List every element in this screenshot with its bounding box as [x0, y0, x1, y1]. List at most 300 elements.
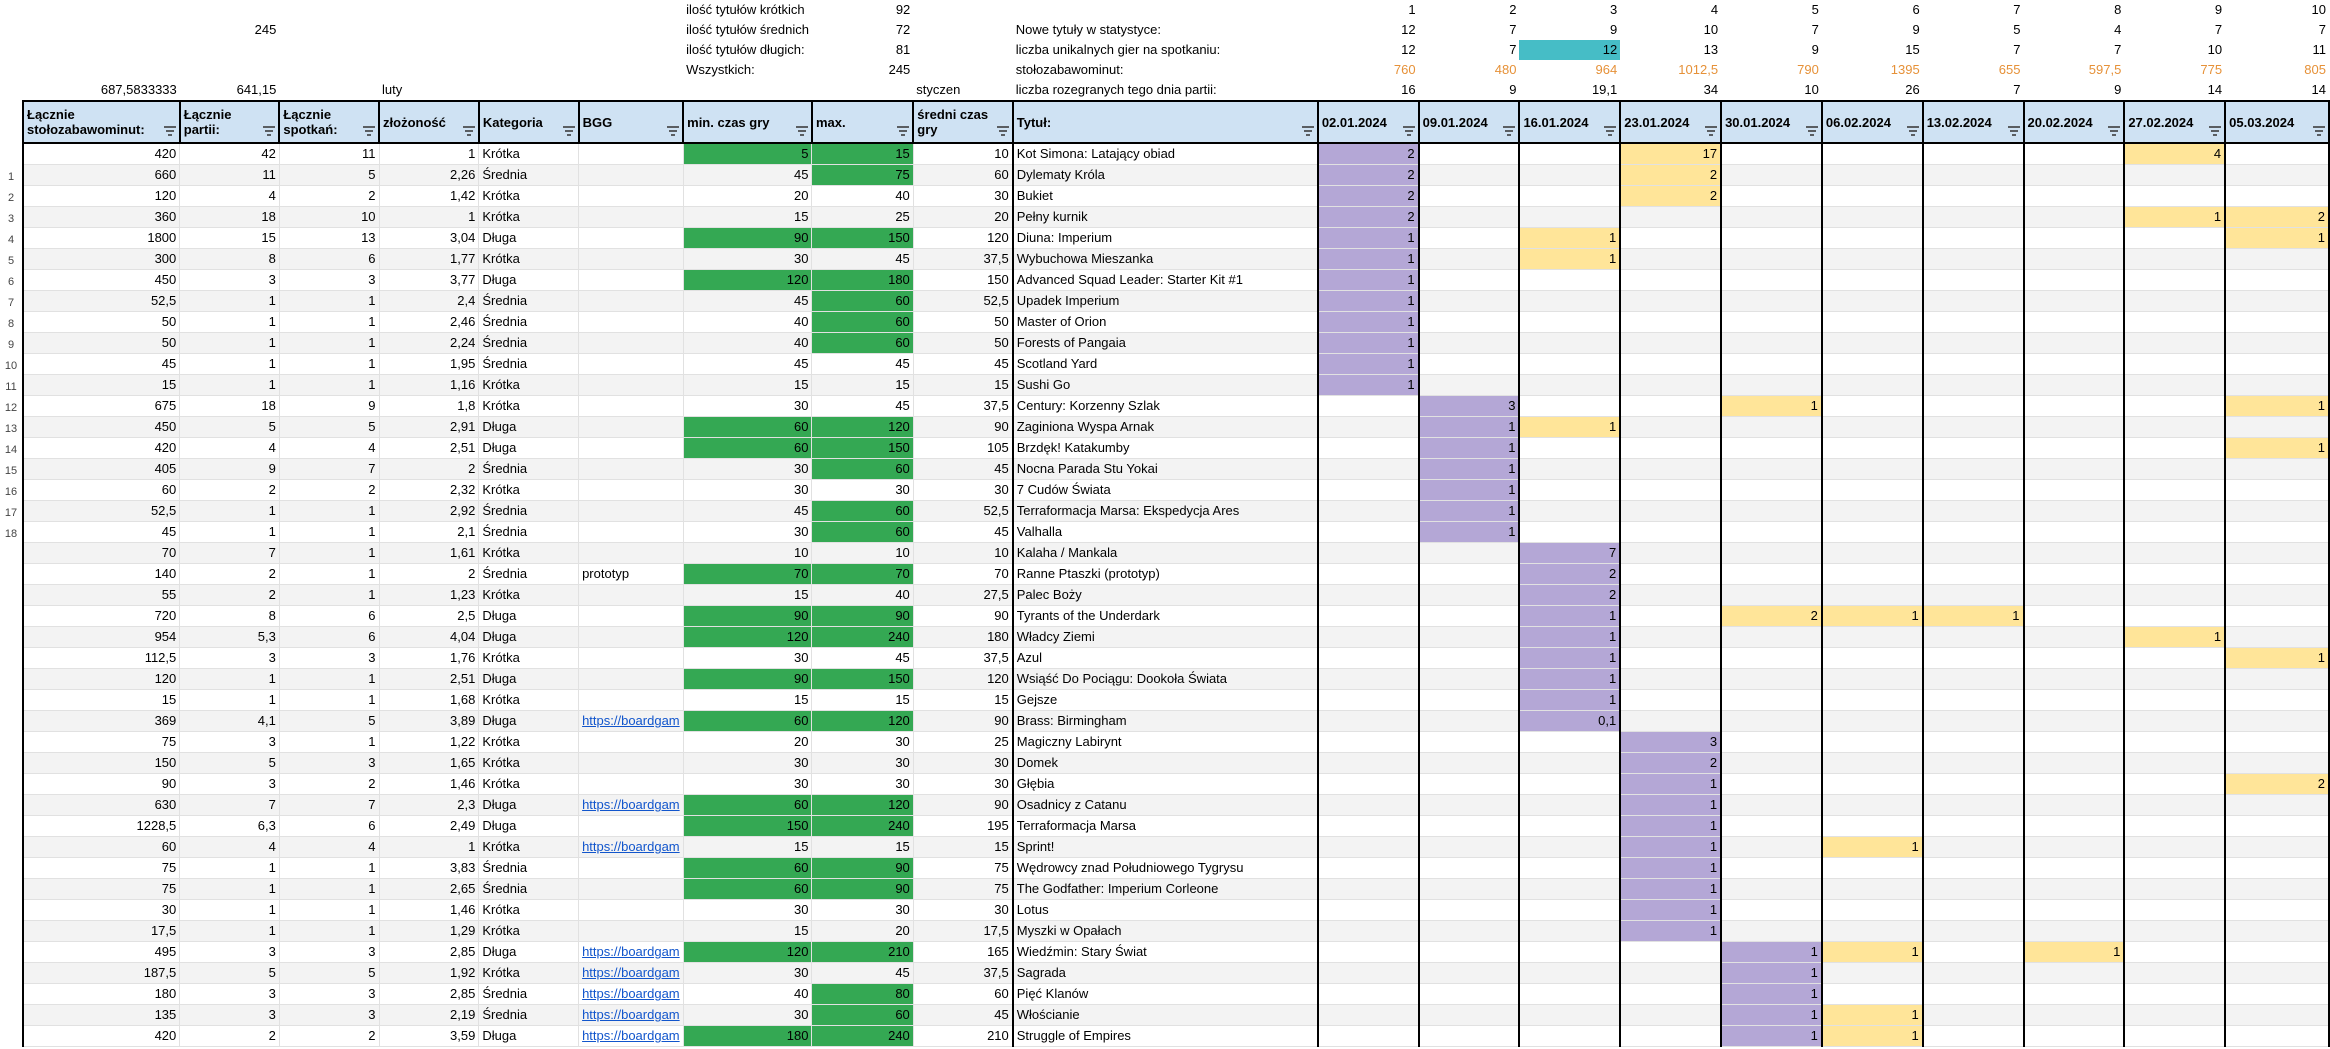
- bgg-link-cell[interactable]: https://boardgam: [579, 1005, 684, 1026]
- cell[interactable]: [2225, 795, 2329, 816]
- game-title-cell[interactable]: Wsiąść Do Pociągu: Dookoła Świata: [1013, 669, 1318, 690]
- game-title-cell[interactable]: Struggle of Empires: [1013, 1026, 1318, 1047]
- cell[interactable]: 6: [279, 249, 379, 270]
- bgg-link-cell[interactable]: [579, 774, 684, 795]
- cell[interactable]: 2: [279, 1026, 379, 1047]
- cell[interactable]: [2225, 312, 2329, 333]
- cell[interactable]: [1519, 1026, 1620, 1047]
- summary-value-cell[interactable]: 10: [2207, 42, 2223, 57]
- cell[interactable]: [1923, 942, 2024, 963]
- cell[interactable]: [1620, 501, 1721, 522]
- cell[interactable]: 75: [913, 879, 1012, 900]
- cell[interactable]: [2024, 921, 2125, 942]
- cell[interactable]: 3,77: [379, 270, 479, 291]
- cell[interactable]: 75: [913, 858, 1012, 879]
- column-header[interactable]: [180, 101, 280, 143]
- cell[interactable]: [1923, 438, 2024, 459]
- cell[interactable]: 2,26: [379, 165, 479, 186]
- cell[interactable]: 630: [23, 795, 180, 816]
- cell[interactable]: 18: [180, 207, 280, 228]
- summary-value-cell[interactable]: 10: [2311, 2, 2326, 17]
- cell[interactable]: 7: [180, 795, 280, 816]
- cell[interactable]: 50: [913, 312, 1012, 333]
- cell[interactable]: [1923, 186, 2024, 207]
- cell[interactable]: [1519, 753, 1620, 774]
- summary-value-cell[interactable]: 4: [2114, 22, 2122, 37]
- cell[interactable]: 1,8: [379, 396, 479, 417]
- cell[interactable]: 2,92: [379, 501, 479, 522]
- cell[interactable]: 2: [279, 774, 379, 795]
- cell[interactable]: 1: [1620, 774, 1721, 795]
- cell[interactable]: [1721, 501, 1822, 522]
- cell[interactable]: 1: [1519, 648, 1620, 669]
- cell[interactable]: [2225, 501, 2329, 522]
- cell[interactable]: 2,24: [379, 333, 479, 354]
- cell[interactable]: [2124, 690, 2225, 711]
- cell[interactable]: 50: [23, 312, 180, 333]
- cell[interactable]: Krótka: [479, 249, 579, 270]
- cell[interactable]: [1620, 522, 1721, 543]
- cell[interactable]: 20: [913, 207, 1012, 228]
- cell[interactable]: [1519, 501, 1620, 522]
- cell[interactable]: [2225, 711, 2329, 732]
- cell[interactable]: 15: [683, 207, 812, 228]
- cell[interactable]: 1: [279, 732, 379, 753]
- cell[interactable]: [2124, 648, 2225, 669]
- column-header[interactable]: [812, 101, 913, 143]
- cell[interactable]: 90: [913, 417, 1012, 438]
- cell[interactable]: 1: [279, 690, 379, 711]
- cell[interactable]: 105: [913, 438, 1012, 459]
- cell[interactable]: [2124, 522, 2225, 543]
- cell[interactable]: 2,46: [379, 312, 479, 333]
- cell[interactable]: 1: [1822, 606, 1923, 627]
- cell[interactable]: 60: [683, 711, 812, 732]
- filter-icon[interactable]: [997, 126, 1009, 136]
- cell[interactable]: 1,76: [379, 648, 479, 669]
- cell[interactable]: 15: [913, 375, 1012, 396]
- cell[interactable]: 1: [1721, 396, 1822, 417]
- cell[interactable]: [2024, 648, 2125, 669]
- cell[interactable]: [1923, 501, 2024, 522]
- bgg-link-cell[interactable]: [579, 291, 684, 312]
- cell[interactable]: [1419, 900, 1520, 921]
- cell[interactable]: [1419, 312, 1520, 333]
- bgg-link-cell[interactable]: [579, 312, 684, 333]
- summary-value-cell[interactable]: 14: [2207, 82, 2223, 97]
- cell[interactable]: [1721, 858, 1822, 879]
- cell[interactable]: [1620, 1005, 1721, 1026]
- cell[interactable]: 30: [683, 648, 812, 669]
- cell[interactable]: 369: [23, 711, 180, 732]
- cell[interactable]: [2124, 228, 2225, 249]
- cell[interactable]: 60: [683, 417, 812, 438]
- cell[interactable]: 5: [180, 417, 280, 438]
- filter-icon[interactable]: [563, 126, 575, 136]
- cell[interactable]: [1822, 963, 1923, 984]
- summary-value-cell[interactable]: 1012,5: [1678, 62, 1719, 77]
- cell[interactable]: [1923, 249, 2024, 270]
- cell[interactable]: 1: [1721, 984, 1822, 1005]
- cell[interactable]: [1822, 396, 1923, 417]
- cell[interactable]: [1822, 186, 1923, 207]
- bgg-link-cell[interactable]: https://boardgam: [579, 984, 684, 1005]
- cell[interactable]: 405: [23, 459, 180, 480]
- cell[interactable]: 3: [279, 648, 379, 669]
- summary-value-cell[interactable]: 12: [1519, 40, 1620, 60]
- cell[interactable]: [1923, 732, 2024, 753]
- cell[interactable]: [1318, 816, 1419, 837]
- row-number[interactable]: 7: [7, 297, 15, 309]
- cell[interactable]: 75: [23, 879, 180, 900]
- bgg-link-cell[interactable]: [579, 858, 684, 879]
- game-title-cell[interactable]: Bukiet: [1013, 186, 1318, 207]
- cell[interactable]: 13: [279, 228, 379, 249]
- row-number[interactable]: 13: [4, 423, 18, 435]
- cell[interactable]: 1: [1419, 438, 1520, 459]
- summary-value-cell[interactable]: 9: [1509, 82, 1517, 97]
- cell[interactable]: 1: [1721, 942, 1822, 963]
- cell[interactable]: [1923, 984, 2024, 1005]
- summary-value-cell[interactable]: 34: [1703, 82, 1719, 97]
- column-header[interactable]: [479, 101, 579, 143]
- summary-value-cell[interactable]: 7: [2013, 2, 2021, 17]
- cell[interactable]: 1: [180, 669, 280, 690]
- cell[interactable]: [1318, 795, 1419, 816]
- cell[interactable]: 1,46: [379, 900, 479, 921]
- cell[interactable]: 5: [180, 963, 280, 984]
- cell[interactable]: 75: [812, 165, 913, 186]
- cell[interactable]: 1: [1318, 228, 1419, 249]
- cell[interactable]: 2,1: [379, 522, 479, 543]
- cell[interactable]: [2124, 732, 2225, 753]
- cell[interactable]: 70: [812, 564, 913, 585]
- game-title-cell[interactable]: Terraformacja Marsa: Ekspedycja Ares: [1013, 501, 1318, 522]
- cell[interactable]: 1: [1519, 669, 1620, 690]
- row-number[interactable]: 11: [5, 381, 17, 393]
- cell[interactable]: 3: [279, 1005, 379, 1026]
- cell[interactable]: 15: [23, 690, 180, 711]
- cell[interactable]: [2024, 816, 2125, 837]
- cell[interactable]: [1721, 753, 1822, 774]
- summary-value-cell[interactable]: 5: [1811, 2, 1819, 17]
- cell[interactable]: [1620, 1026, 1721, 1047]
- cell[interactable]: [1923, 543, 2024, 564]
- cell[interactable]: 4: [279, 438, 379, 459]
- cell[interactable]: [2124, 900, 2225, 921]
- cell[interactable]: [2124, 1026, 2225, 1047]
- cell[interactable]: 7: [1519, 543, 1620, 564]
- cell[interactable]: [1822, 228, 1923, 249]
- cell[interactable]: [1721, 522, 1822, 543]
- filter-icon[interactable]: [1403, 126, 1415, 136]
- cell[interactable]: 1: [2225, 396, 2329, 417]
- cell[interactable]: [1419, 753, 1520, 774]
- summary-value-cell[interactable]: 12: [1401, 22, 1416, 37]
- cell[interactable]: 2,5: [379, 606, 479, 627]
- cell[interactable]: Średnia: [479, 1005, 579, 1026]
- cell[interactable]: 1,95: [379, 354, 479, 375]
- cell[interactable]: 55: [23, 585, 180, 606]
- cell[interactable]: 10: [913, 543, 1012, 564]
- cell[interactable]: 60: [683, 795, 812, 816]
- cell[interactable]: [1923, 816, 2024, 837]
- cell[interactable]: [1822, 795, 1923, 816]
- cell[interactable]: [1419, 858, 1520, 879]
- cell[interactable]: [2024, 143, 2125, 165]
- cell[interactable]: 30: [913, 186, 1012, 207]
- cell[interactable]: [1620, 669, 1721, 690]
- filter-icon[interactable]: [463, 126, 475, 136]
- cell[interactable]: [2024, 312, 2125, 333]
- cell[interactable]: Średnia: [479, 354, 579, 375]
- cell[interactable]: [1419, 375, 1520, 396]
- summary-value-cell[interactable]: 10: [1804, 82, 1819, 97]
- cell[interactable]: 1: [1822, 1026, 1923, 1047]
- cell[interactable]: [1721, 417, 1822, 438]
- cell[interactable]: 3: [279, 984, 379, 1005]
- cell[interactable]: 2,51: [379, 438, 479, 459]
- cell[interactable]: [1822, 816, 1923, 837]
- cell[interactable]: [2124, 375, 2225, 396]
- cell[interactable]: 7: [180, 543, 280, 564]
- bgg-link-cell[interactable]: [579, 249, 684, 270]
- game-title-cell[interactable]: Terraformacja Marsa: [1013, 816, 1318, 837]
- cell[interactable]: 70: [913, 564, 1012, 585]
- cell[interactable]: 30: [812, 774, 913, 795]
- cell[interactable]: [1318, 984, 1419, 1005]
- cell[interactable]: [2024, 606, 2125, 627]
- cell[interactable]: 2: [180, 480, 280, 501]
- bgg-link-cell[interactable]: [579, 900, 684, 921]
- cell[interactable]: 1,29: [379, 921, 479, 942]
- cell[interactable]: 90: [812, 606, 913, 627]
- cell[interactable]: [1519, 1005, 1620, 1026]
- cell[interactable]: 0,1: [1519, 711, 1620, 732]
- cell[interactable]: [1419, 921, 1520, 942]
- cell[interactable]: 1: [1419, 522, 1520, 543]
- cell[interactable]: [1923, 375, 2024, 396]
- cell[interactable]: Krótka: [479, 732, 579, 753]
- column-header[interactable]: [23, 101, 180, 143]
- bgg-link-cell[interactable]: [579, 207, 684, 228]
- cell[interactable]: Długa: [479, 606, 579, 627]
- cell[interactable]: Średnia: [479, 564, 579, 585]
- column-header[interactable]: [683, 101, 812, 143]
- cell[interactable]: 11: [180, 165, 280, 186]
- column-header[interactable]: [579, 101, 684, 143]
- cell[interactable]: [2024, 291, 2125, 312]
- game-title-cell[interactable]: Myszki w Opałach: [1013, 921, 1318, 942]
- cell[interactable]: 45: [812, 249, 913, 270]
- cell[interactable]: 1: [1519, 417, 1620, 438]
- cell[interactable]: [1822, 585, 1923, 606]
- cell[interactable]: [2225, 690, 2329, 711]
- game-title-cell[interactable]: Scotland Yard: [1013, 354, 1318, 375]
- summary-value-cell[interactable]: 7: [1509, 42, 1517, 57]
- bgg-link-cell[interactable]: https://boardgam: [579, 837, 684, 858]
- summary-value-cell[interactable]: 3: [1610, 2, 1618, 17]
- cell[interactable]: [2124, 1005, 2225, 1026]
- cell[interactable]: [1721, 627, 1822, 648]
- summary-value-cell[interactable]: 597,5: [2088, 62, 2122, 77]
- cell[interactable]: 37,5: [913, 648, 1012, 669]
- cell[interactable]: [2225, 1026, 2329, 1047]
- summary-value-cell[interactable]: 9: [1811, 42, 1819, 57]
- cell[interactable]: [1419, 963, 1520, 984]
- cell[interactable]: [1318, 669, 1419, 690]
- cell[interactable]: 40: [812, 585, 913, 606]
- cell[interactable]: [1318, 900, 1419, 921]
- row-number[interactable]: 8: [7, 318, 15, 330]
- cell[interactable]: 5: [279, 417, 379, 438]
- cell[interactable]: [1721, 228, 1822, 249]
- cell[interactable]: 150: [812, 438, 913, 459]
- cell[interactable]: 60: [812, 1005, 913, 1026]
- cell[interactable]: 20: [683, 186, 812, 207]
- cell[interactable]: [2024, 711, 2125, 732]
- cell[interactable]: [1822, 354, 1923, 375]
- cell[interactable]: 2,85: [379, 984, 479, 1005]
- cell[interactable]: 30: [683, 249, 812, 270]
- row-number[interactable]: 3: [7, 213, 15, 225]
- row-number[interactable]: 16: [4, 486, 18, 498]
- cell[interactable]: [1721, 900, 1822, 921]
- cell[interactable]: 60: [23, 480, 180, 501]
- cell[interactable]: Krótka: [479, 585, 579, 606]
- column-header[interactable]: [1519, 101, 1620, 143]
- cell[interactable]: 40: [683, 984, 812, 1005]
- cell[interactable]: [2124, 438, 2225, 459]
- cell[interactable]: [2024, 228, 2125, 249]
- cell[interactable]: 1: [180, 879, 280, 900]
- cell[interactable]: [2024, 501, 2125, 522]
- cell[interactable]: 3: [180, 732, 280, 753]
- cell[interactable]: 50: [23, 333, 180, 354]
- cell[interactable]: 3: [279, 753, 379, 774]
- cell[interactable]: [1318, 648, 1419, 669]
- cell[interactable]: Średnia: [479, 312, 579, 333]
- cell[interactable]: [1923, 417, 2024, 438]
- cell[interactable]: 45: [683, 354, 812, 375]
- cell[interactable]: Średnia: [479, 165, 579, 186]
- cell[interactable]: 30: [683, 459, 812, 480]
- cell[interactable]: 1: [1519, 690, 1620, 711]
- game-title-cell[interactable]: Diuna: Imperium: [1013, 228, 1318, 249]
- summary-value-cell[interactable]: 7: [1509, 22, 1517, 37]
- cell[interactable]: 2: [1318, 143, 1419, 165]
- cell[interactable]: [1822, 333, 1923, 354]
- cell[interactable]: 30: [812, 900, 913, 921]
- cell[interactable]: [1318, 501, 1419, 522]
- cell[interactable]: [1519, 732, 1620, 753]
- cell[interactable]: 1800: [23, 228, 180, 249]
- cell[interactable]: 90: [812, 858, 913, 879]
- cell[interactable]: 90: [812, 879, 913, 900]
- cell[interactable]: 6: [279, 606, 379, 627]
- cell[interactable]: [1419, 711, 1520, 732]
- cell[interactable]: 1: [1519, 627, 1620, 648]
- game-title-cell[interactable]: Kot Simona: Latający obiad: [1013, 143, 1318, 165]
- cell[interactable]: 4: [180, 837, 280, 858]
- cell[interactable]: 3: [1620, 732, 1721, 753]
- cell[interactable]: 120: [683, 627, 812, 648]
- cell[interactable]: [2024, 417, 2125, 438]
- cell[interactable]: [2024, 1005, 2125, 1026]
- cell[interactable]: 3: [180, 270, 280, 291]
- cell[interactable]: [1620, 480, 1721, 501]
- cell[interactable]: 30: [683, 480, 812, 501]
- cell[interactable]: 20: [683, 732, 812, 753]
- cell[interactable]: [1419, 627, 1520, 648]
- cell[interactable]: 15: [812, 375, 913, 396]
- cell[interactable]: 10: [812, 543, 913, 564]
- cell[interactable]: 1: [279, 375, 379, 396]
- bgg-link-cell[interactable]: [579, 438, 684, 459]
- cell[interactable]: 45: [913, 522, 1012, 543]
- cell[interactable]: [1419, 1026, 1520, 1047]
- cell[interactable]: [2124, 774, 2225, 795]
- cell[interactable]: 1: [1620, 795, 1721, 816]
- column-header[interactable]: [913, 101, 1012, 143]
- cell[interactable]: [1822, 732, 1923, 753]
- cell[interactable]: 30: [683, 900, 812, 921]
- cell[interactable]: 1228,5: [23, 816, 180, 837]
- cell[interactable]: [1318, 774, 1419, 795]
- summary-value-cell[interactable]: 7: [2318, 22, 2326, 37]
- cell[interactable]: [1923, 228, 2024, 249]
- cell[interactable]: 4: [180, 186, 280, 207]
- cell[interactable]: 60: [812, 501, 913, 522]
- cell[interactable]: 15: [812, 837, 913, 858]
- game-title-cell[interactable]: Wybuchowa Mieszanka: [1013, 249, 1318, 270]
- cell[interactable]: 15: [180, 228, 280, 249]
- cell[interactable]: [2024, 207, 2125, 228]
- cell[interactable]: [1923, 333, 2024, 354]
- cell[interactable]: [1620, 690, 1721, 711]
- cell[interactable]: [1419, 816, 1520, 837]
- column-header[interactable]: [1721, 101, 1822, 143]
- cell[interactable]: [1822, 690, 1923, 711]
- cell[interactable]: [1519, 459, 1620, 480]
- cell[interactable]: 2,19: [379, 1005, 479, 1026]
- cell[interactable]: [1419, 879, 1520, 900]
- cell[interactable]: 2,3: [379, 795, 479, 816]
- cell[interactable]: 30: [913, 774, 1012, 795]
- cell[interactable]: 25: [812, 207, 913, 228]
- game-title-cell[interactable]: Nocna Parada Stu Yokai: [1013, 459, 1318, 480]
- cell[interactable]: [1519, 165, 1620, 186]
- cell[interactable]: [2124, 417, 2225, 438]
- cell[interactable]: [1620, 942, 1721, 963]
- cell[interactable]: [1519, 837, 1620, 858]
- cell[interactable]: 90: [913, 606, 1012, 627]
- cell[interactable]: [1822, 648, 1923, 669]
- cell[interactable]: 40: [812, 186, 913, 207]
- filter-icon[interactable]: [667, 126, 679, 136]
- cell[interactable]: [1923, 312, 2024, 333]
- cell[interactable]: 2: [180, 585, 280, 606]
- cell[interactable]: [1318, 543, 1419, 564]
- cell[interactable]: [1822, 984, 1923, 1005]
- cell[interactable]: [1519, 795, 1620, 816]
- cell[interactable]: [1318, 690, 1419, 711]
- cell[interactable]: 80: [812, 984, 913, 1005]
- cell[interactable]: [2225, 753, 2329, 774]
- summary-value-cell[interactable]: 775: [2200, 62, 2223, 77]
- cell[interactable]: [2225, 963, 2329, 984]
- cell[interactable]: 2: [1721, 606, 1822, 627]
